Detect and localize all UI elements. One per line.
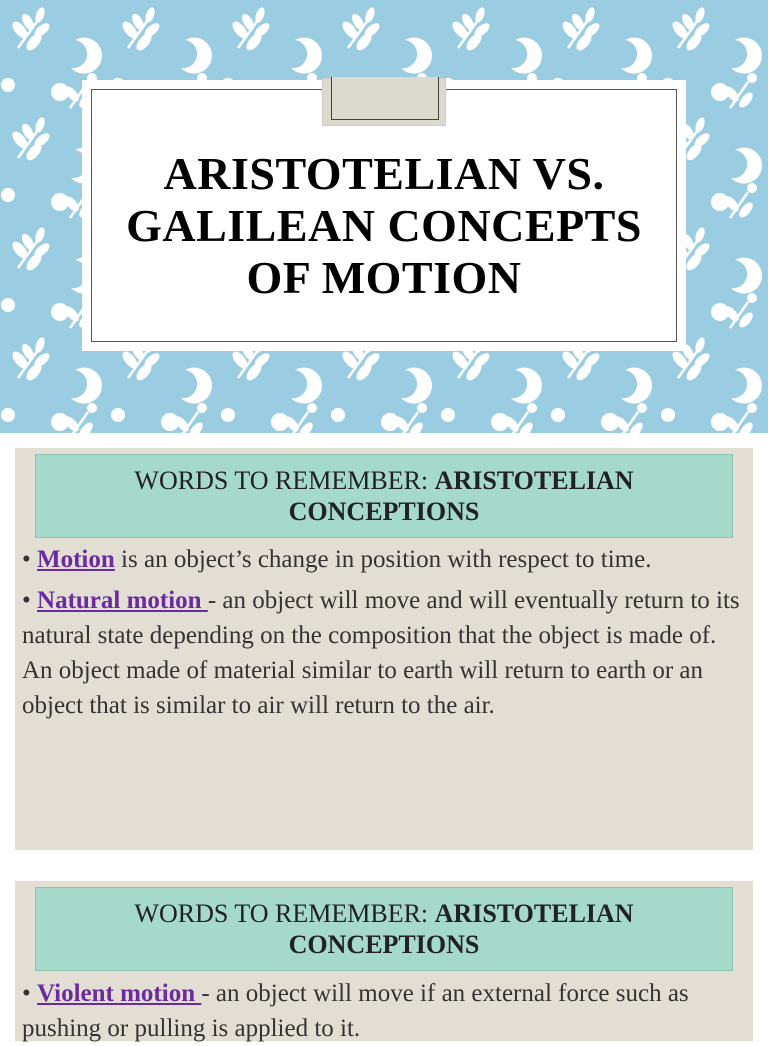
- bullet-mark: •: [22, 546, 38, 573]
- header-bold-word-2: CONCEPTIONS: [288, 497, 480, 526]
- bullet-violent-motion: [22, 976, 744, 1046]
- title-tab-inner: [331, 77, 439, 120]
- title-line-2: GALILEAN CONCEPTS: [126, 199, 642, 251]
- title-slide: [0, 0, 768, 433]
- term-violent-motion[interactable]: Violent motion: [37, 980, 202, 1007]
- definition-text: - an object will move if an external force such as pushing or pulling is applied to it.: [22, 980, 689, 1042]
- title-tab-decoration: [322, 78, 446, 126]
- slide-header: [35, 454, 733, 538]
- bullet-mark: •: [22, 980, 38, 1007]
- bullet-motion: [22, 542, 744, 577]
- header-bold-word-2: CONCEPTIONS: [288, 930, 480, 959]
- slide-aristotelian-2: [15, 881, 753, 1041]
- header-bold-word: ARISTOTELIAN: [434, 899, 634, 928]
- header-bold-word: ARISTOTELIAN: [434, 466, 634, 495]
- slide-aristotelian-1: [15, 448, 753, 850]
- definition-text: is an object’s change in position with respect to time.: [114, 546, 652, 573]
- slide-body: [22, 976, 744, 1046]
- slide-header: [35, 887, 733, 971]
- header-label: WORDS TO REMEMBER:: [134, 466, 435, 495]
- header-label: WORDS TO REMEMBER:: [134, 899, 435, 928]
- term-motion[interactable]: Motion: [37, 546, 115, 573]
- bullet-natural-motion: [22, 583, 744, 723]
- slide-title: [126, 148, 642, 304]
- title-frame: [91, 89, 677, 342]
- title-line-3: OF MOTION: [246, 251, 522, 303]
- bullet-mark: •: [22, 587, 38, 614]
- definition-text: - an object will move and will eventually return to its natural state depending on the composition that the object is made of. An object made of material similar to earth will return to earth or an object that is similar to air will return to the air.: [22, 587, 740, 719]
- title-line-1: ARISTOTELIAN VS.: [163, 147, 605, 199]
- slide-body: [22, 542, 744, 723]
- term-natural-motion[interactable]: Natural motion: [37, 587, 208, 614]
